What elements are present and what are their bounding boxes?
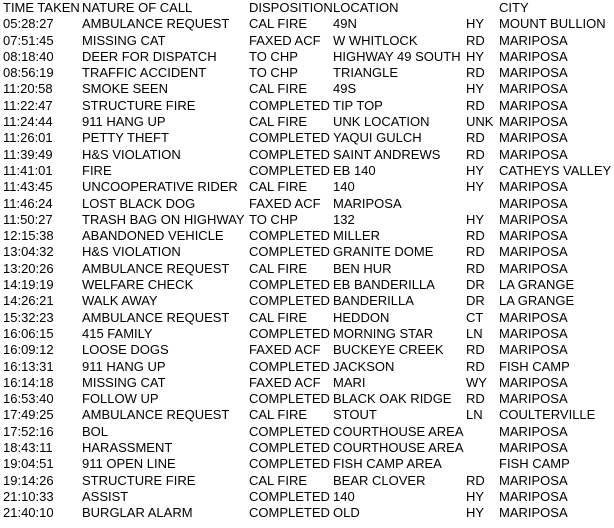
table-row [0, 196, 614, 212]
cell-suffix: HY [466, 179, 485, 195]
table-row [0, 261, 614, 277]
cell-nature-of-call: MISSING CAT [82, 32, 166, 48]
cell-time-taken: 21:40:10 [3, 505, 54, 521]
cell-location: JACKSON [333, 358, 395, 374]
cell-disposition: FAXED ACF [249, 342, 321, 358]
table-row [0, 212, 614, 228]
cell-location: 49N [333, 16, 357, 32]
cell-disposition: COMPLETED [249, 325, 330, 341]
cell-disposition: CAL FIRE [249, 81, 308, 97]
cell-location: 132 [333, 211, 355, 227]
table-row [0, 293, 614, 309]
cell-time-taken: 13:20:26 [3, 260, 54, 276]
cell-city: CATHEYS VALLEY [499, 162, 612, 178]
cell-time-taken: 11:26:01 [3, 130, 53, 146]
cell-time-taken: 08:56:19 [3, 65, 54, 81]
cell-time-taken: 14:19:19 [3, 277, 54, 293]
table-row [0, 130, 614, 146]
cell-nature-of-call: H&S VIOLATION [82, 146, 181, 162]
cell-nature-of-call: AMBULANCE REQUEST [82, 260, 230, 276]
table-row [0, 473, 614, 489]
cell-city: MARIPOSA [499, 146, 568, 162]
cell-nature-of-call: LOST BLACK DOG [82, 195, 196, 211]
cell-nature-of-call: FOLLOW UP [82, 391, 159, 407]
cell-disposition: FAXED ACF [249, 374, 321, 390]
cell-disposition: CAL FIRE [249, 179, 308, 195]
cell-nature-of-call: SMOKE SEEN [82, 81, 168, 97]
cell-nature-of-call: BURGLAR ALARM [82, 505, 193, 521]
cell-suffix: HY [466, 81, 485, 97]
cell-city: MARIPOSA [499, 374, 568, 390]
cell-time-taken: 19:04:51 [3, 456, 54, 472]
cell-time-taken: 14:26:21 [3, 293, 54, 309]
cell-nature-of-call: UNCOOPERATIVE RIDER [82, 179, 238, 195]
cell-disposition: COMPLETED [249, 293, 330, 309]
table-row [0, 440, 614, 456]
cell-suffix: RD [466, 228, 485, 244]
cell-location: HIGHWAY 49 SOUTH [333, 48, 461, 64]
cell-disposition: COMPLETED [249, 146, 330, 162]
cell-city: MARIPOSA [499, 114, 568, 130]
cell-time-taken: 16:53:40 [3, 391, 54, 407]
cell-disposition: TO CHP [249, 211, 298, 227]
cell-suffix: HY [466, 211, 485, 227]
cell-time-taken: 15:32:23 [3, 309, 54, 325]
cell-location: BEN HUR [333, 260, 392, 276]
cell-suffix: RD [466, 65, 485, 81]
cell-nature-of-call: AMBULANCE REQUEST [82, 309, 230, 325]
cell-nature-of-call: TRAFFIC ACCIDENT [82, 65, 207, 81]
cell-city: MARIPOSA [499, 260, 568, 276]
cell-city: MARIPOSA [499, 391, 568, 407]
cell-location: BANDERILLA [333, 293, 414, 309]
table-row [0, 98, 614, 114]
cell-disposition: FAXED ACF [249, 195, 321, 211]
cell-time-taken: 11:20:58 [3, 81, 53, 97]
cell-nature-of-call: WELFARE CHECK [82, 277, 194, 293]
cell-suffix: CT [466, 309, 484, 325]
table-row [0, 424, 614, 440]
cell-time-taken: 16:13:31 [3, 358, 54, 374]
cell-nature-of-call: DEER FOR DISPATCH [82, 48, 217, 64]
cell-location: BUCKEYE CREEK [333, 342, 444, 358]
cell-disposition: TO CHP [249, 48, 298, 64]
cell-nature-of-call: AMBULANCE REQUEST [82, 407, 230, 423]
header-disposition: DISPOSITION [249, 0, 333, 15]
cell-disposition: COMPLETED [249, 162, 330, 178]
table-body [0, 16, 614, 521]
cell-time-taken: 11:50:27 [3, 211, 53, 227]
cell-suffix: UNK [466, 114, 494, 130]
cell-city: MARIPOSA [499, 130, 568, 146]
cell-city: LA GRANGE [499, 293, 575, 309]
cell-city: MARIPOSA [499, 97, 568, 113]
cell-time-taken: 11:39:49 [3, 146, 53, 162]
cell-time-taken: 07:51:45 [3, 32, 54, 48]
cell-disposition: COMPLETED [249, 423, 330, 439]
cell-location: 140 [333, 179, 355, 195]
cell-suffix: HY [466, 162, 485, 178]
cell-city: MARIPOSA [499, 65, 568, 81]
table-row [0, 33, 614, 49]
cell-location: UNK LOCATION [333, 114, 430, 130]
cell-nature-of-call: ABANDONED VEHICLE [82, 228, 224, 244]
cell-suffix: RD [466, 260, 485, 276]
cell-location: BLACK OAK RIDGE [333, 391, 452, 407]
cell-city: MARIPOSA [499, 48, 568, 64]
table-row [0, 277, 614, 293]
cell-suffix: RD [466, 391, 485, 407]
cell-location: EB 140 [333, 162, 376, 178]
table-row [0, 456, 614, 472]
cell-location: EB BANDERILLA [333, 277, 435, 293]
cell-time-taken: 12:15:38 [3, 228, 54, 244]
table-row [0, 81, 614, 97]
cell-nature-of-call: H&S VIOLATION [82, 244, 181, 260]
table-row [0, 489, 614, 505]
table-row [0, 65, 614, 81]
cell-nature-of-call: WALK AWAY [82, 293, 158, 309]
cell-location: FISH CAMP AREA [333, 456, 442, 472]
cell-nature-of-call: LOOSE DOGS [82, 342, 169, 358]
cell-city: MARIPOSA [499, 325, 568, 341]
table-row [0, 375, 614, 391]
header-time-taken: TIME TAKEN [3, 0, 80, 15]
table-header-row [0, 0, 614, 16]
cell-location: MARI [333, 374, 366, 390]
cell-time-taken: 11:22:47 [3, 97, 53, 113]
cell-time-taken: 19:14:26 [3, 472, 54, 488]
cell-city: MARIPOSA [499, 32, 568, 48]
cell-disposition: CAL FIRE [249, 472, 308, 488]
cell-nature-of-call: 911 OPEN LINE [82, 456, 176, 472]
cell-city: MARIPOSA [499, 81, 568, 97]
cell-location: OLD [333, 505, 360, 521]
cell-time-taken: 11:43:45 [3, 179, 53, 195]
cell-time-taken: 18:43:11 [3, 440, 53, 456]
cell-time-taken: 11:46:24 [3, 195, 53, 211]
table-row [0, 49, 614, 65]
cell-suffix: WY [466, 374, 487, 390]
cell-nature-of-call: AMBULANCE REQUEST [82, 16, 230, 32]
cell-time-taken: 17:49:25 [3, 407, 54, 423]
cell-nature-of-call: PETTY THEFT [82, 130, 169, 146]
table-row [0, 505, 614, 521]
cell-city: MARIPOSA [499, 505, 568, 521]
header-city: CITY [499, 0, 529, 15]
cell-time-taken: 11:24:44 [3, 114, 53, 130]
cell-disposition: COMPLETED [249, 488, 330, 504]
table-row [0, 359, 614, 375]
cell-nature-of-call: BOL [82, 423, 109, 439]
cell-disposition: COMPLETED [249, 244, 330, 260]
cell-location: GRANITE DOME [333, 244, 434, 260]
cell-suffix: HY [466, 16, 485, 32]
table-row [0, 326, 614, 342]
cell-city: MARIPOSA [499, 195, 568, 211]
cell-time-taken: 16:06:15 [3, 325, 54, 341]
table-row [0, 147, 614, 163]
cell-city: LA GRANGE [499, 277, 575, 293]
header-nature-of-call: NATURE OF CALL [82, 0, 193, 15]
cell-location: SAINT ANDREWS [333, 146, 441, 162]
cell-suffix: RD [466, 244, 485, 260]
cell-disposition: TO CHP [249, 65, 298, 81]
cell-time-taken: 11:41:01 [3, 162, 53, 178]
cell-location: MILLER [333, 228, 380, 244]
cell-disposition: COMPLETED [249, 456, 330, 472]
cell-disposition: COMPLETED [249, 228, 330, 244]
cell-suffix: DR [466, 277, 485, 293]
cell-disposition: COMPLETED [249, 358, 330, 374]
cell-location: 140 [333, 488, 355, 504]
cell-suffix: RD [466, 342, 485, 358]
cell-disposition: COMPLETED [249, 440, 330, 456]
cell-time-taken: 17:52:16 [3, 423, 54, 439]
cell-city: MOUNT BULLION [499, 16, 606, 32]
cell-location: COURTHOUSE AREA [333, 423, 464, 439]
cell-disposition: CAL FIRE [249, 260, 308, 276]
cell-city: FISH CAMP [499, 456, 570, 472]
cell-city: MARIPOSA [499, 309, 568, 325]
cell-nature-of-call: STRUCTURE FIRE [82, 472, 196, 488]
cell-city: MARIPOSA [499, 342, 568, 358]
cell-nature-of-call: FIRE [82, 162, 112, 178]
table-row [0, 16, 614, 32]
cell-location: TRIANGLE [333, 65, 399, 81]
cell-time-taken: 08:18:40 [3, 48, 54, 64]
cell-city: MARIPOSA [499, 488, 568, 504]
cell-suffix: LN [466, 407, 483, 423]
table-row [0, 391, 614, 407]
cell-nature-of-call: ASSIST [82, 488, 129, 504]
cell-suffix: RD [466, 358, 485, 374]
cell-disposition: COMPLETED [249, 505, 330, 521]
table-row [0, 310, 614, 326]
cell-time-taken: 16:14:18 [3, 374, 54, 390]
cell-suffix: RD [466, 130, 485, 146]
cell-nature-of-call: MISSING CAT [82, 374, 166, 390]
cell-nature-of-call: 911 HANG UP [82, 358, 166, 374]
cell-location: YAQUI GULCH [333, 130, 422, 146]
cell-disposition: COMPLETED [249, 130, 330, 146]
cell-nature-of-call: 911 HANG UP [82, 114, 166, 130]
cell-disposition: CAL FIRE [249, 16, 308, 32]
cell-city: MARIPOSA [499, 440, 568, 456]
cell-location: HEDDON [333, 309, 390, 325]
cell-disposition: CAL FIRE [249, 114, 308, 130]
cell-suffix: RD [466, 146, 485, 162]
table-row [0, 342, 614, 358]
header-location: LOCATION [333, 0, 399, 15]
cell-disposition: FAXED ACF [249, 32, 321, 48]
table-row [0, 179, 614, 195]
cell-location: W WHITLOCK [333, 32, 418, 48]
cell-nature-of-call: STRUCTURE FIRE [82, 97, 196, 113]
cell-location: MORNING STAR [333, 325, 434, 341]
cell-disposition: COMPLETED [249, 277, 330, 293]
table-row [0, 163, 614, 179]
cell-suffix: RD [466, 32, 485, 48]
cell-suffix: RD [466, 97, 485, 113]
cell-location: 49S [333, 81, 357, 97]
cell-suffix: HY [466, 505, 485, 521]
cell-suffix: LN [466, 325, 483, 341]
cell-city: MARIPOSA [499, 244, 568, 260]
cell-city: MARIPOSA [499, 423, 568, 439]
cell-disposition: COMPLETED [249, 391, 330, 407]
cell-location: MARIPOSA [333, 195, 402, 211]
cell-disposition: COMPLETED [249, 97, 330, 113]
cell-nature-of-call: TRASH BAG ON HIGHWAY [82, 211, 245, 227]
cell-city: FISH CAMP [499, 358, 570, 374]
cell-nature-of-call: HARASSMENT [82, 440, 173, 456]
cell-time-taken: 05:28:27 [3, 16, 54, 32]
cell-suffix: RD [466, 472, 485, 488]
cell-suffix: DR [466, 293, 485, 309]
cell-location: TIP TOP [333, 97, 383, 113]
cell-city: MARIPOSA [499, 472, 568, 488]
cell-disposition: CAL FIRE [249, 309, 308, 325]
table-row [0, 228, 614, 244]
cell-time-taken: 21:10:33 [3, 488, 54, 504]
cell-time-taken: 16:09:12 [3, 342, 54, 358]
cell-city: MARIPOSA [499, 179, 568, 195]
table-row [0, 244, 614, 260]
cell-location: BEAR CLOVER [333, 472, 426, 488]
table-row [0, 407, 614, 423]
cell-location: STOUT [333, 407, 377, 423]
cell-city: MARIPOSA [499, 228, 568, 244]
cell-disposition: CAL FIRE [249, 407, 308, 423]
cell-time-taken: 13:04:32 [3, 244, 54, 260]
cell-location: COURTHOUSE AREA [333, 440, 464, 456]
table-row [0, 114, 614, 130]
cell-city: COULTERVILLE [499, 407, 596, 423]
cell-city: MARIPOSA [499, 211, 568, 227]
cell-nature-of-call: 415 FAMILY [82, 325, 153, 341]
cell-suffix: HY [466, 48, 485, 64]
cell-suffix: HY [466, 488, 485, 504]
